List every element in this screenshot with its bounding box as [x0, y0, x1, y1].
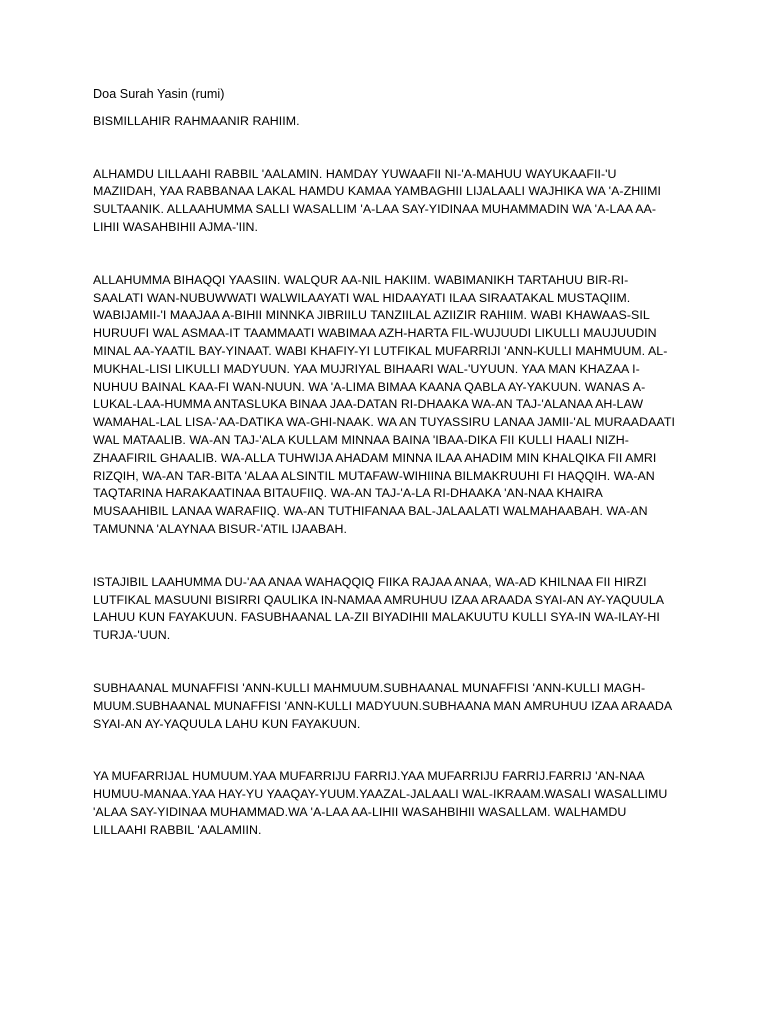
paragraph-istajib: ISTAJIBIL LAAHUMMA DU-'AA ANAA WAHAQQIQ FIIKA RAJAA ANAA, WA-AD KHILNAA FII HIRZI LUTFIKAL MASUUNI BISIRRI QAULIKA IN-NAMAA AMRUHUU IZAA ARAADA SYAI-AN AY-YAQUULA LAHUU KUN FAYAKUUN. FASUBHAANAL LA-ZII BIYADIHII MALAKUUTU KULLI SYA-IN WA-ILAY-HI TURJA-'UUN.	[93, 574, 664, 643]
document-title: Doa Surah Yasin (rumi)	[93, 87, 225, 101]
document-body	[93, 86, 677, 875]
basmalah-line: BISMILLAHIR RAHMAANIR RAHIIM.	[93, 113, 300, 128]
paragraph-subhaanal: SUBHAANAL MUNAFFISI 'ANN-KULLI MAHMUUM.SUBHAANAL MUNAFFISI 'ANN-KULLI MAGH-MUUM.SUBHAANAL MUNAFFISI 'ANN-KULLI MADYUUN.SUBHAANA MAN AMRUHUU IZAA ARAADA SYAI-AN AY-YAQUULA LAHU KUN FAYAKUUN.	[93, 680, 672, 731]
paragraph-main-supplication: ALLAHUMMA BIHAQQI YAASIIN. WALQUR AA-NIL HAKIIM. WABIMANIKH TARTAHUU BIR-RI-SAALATI WAN-NUBUWWATI WALWILAAYATI WAL HIDAAYATI ILAA SIRAATAKAL MUSTAQIIM. WABIJAMII-'I MAAJAA A-BIHII MINNKA JIBRIILU TANZIILAL AZIIZIR RAHIIM. WABI KHAWAAS-SIL HURUUFI WAL ASMAA-IT TAAMMAATI WABIMAA AZH-HARTA FIL-WUJUUDI LIKULLI MAUJUUDIN MINAL AA-YAATIL BAY-YINAAT. WABI KHAFIY-YI LUTFIKAL MUFARRIJI 'ANN-KULLI MAHMUUM. AL-MUKHAL-LISI LIKULLI MADYUUN. YAA MUJRIYAL BIHAARI WAL-'UYUUN. YAA MAN KHAZAA I-NUHUU BAINAL KAA-FI WAN-NUUN. WA 'A-LIMA BIMAA KAANA QABLA AY-YAKUUN. WANAS A-LUKAL-LAA-HUMMA ANTASLUKA BINAA JAA-DATAN RI-DHAAKA WA-AN TAJ-'ALANAA AH-LAW WAMAHAL-LAL LISA-'AA-DATIKA WA-GHI-NAAK. WA AN TUYASSIRU LANAA JAMII-'AL MURAADAATI WAL MATAALIB. WA-AN TAJ-'ALA KULLAM MINNAA BAINA 'IBAA-DIKA FII KULLI HAALI NIZH-ZHAAFIRIL GHAALIB. WA-ALLA TUHWIJA AHADAM MINNA ILAA AHADIM MIN KHALQIKA FII AMRI RIZQIH, WA-AN TAR-BITA 'ALAA ALSINTIL MUTAFAW-WIHIINA BILMAKRUUHI FI HAQQIH. WA-AN TAQTARINA HARAKAATINAA BITAUFIIQ. WA-AN TAJ-'A-LA RI-DHAAKA 'AN-NAA KHAIRA MUSAAHIBIL LANAA WARAFIIQ. WA-AN TUTHIFANAA BAL-JALAALATI WALMAHAABAH. WA-AN TAMUNNA 'ALAYNAA BISUR-'ATIL IJAABAH.	[93, 272, 675, 536]
paragraph-opening-praise: ALHAMDU LILLAAHI RABBIL 'AALAMIN. HAMDAY YUWAAFII NI-'A-MAHUU WAYUKAAFII-'U MAZIIDAH, YAA RABBANAA LAKAL HAMDU KAMAA YAMBAGHII LIJALAALI WAJHIKA WA 'A-ZHIIMI SULTAANIK. ALLAAHUMMA SALLI WASALLIM 'A-LAA SAY-YIDINAA MUHAMMADIN WA 'A-LAA AA-LIHII WASAHBIHII AJMA-'IIN.	[93, 166, 662, 234]
paragraph-closing: YA MUFARRIJAL HUMUUM.YAA MUFARRIJU FARRIJ.YAA MUFARRIJU FARRIJ.FARRIJ 'AN-NAA HUMUU-MANAA.YAA HAY-YU YAAQAY-YUUM.YAAZAL-JALAALI WAL-IKRAAM.WASALI WASALLIMU 'ALAA SAY-YIDINAA MUHAMMAD.WA 'A-LAA AA-LIHII WASAHBIHII WASALLAM. WALHAMDU LILLAAHI RABBIL 'AALAMIIN.	[93, 769, 668, 837]
